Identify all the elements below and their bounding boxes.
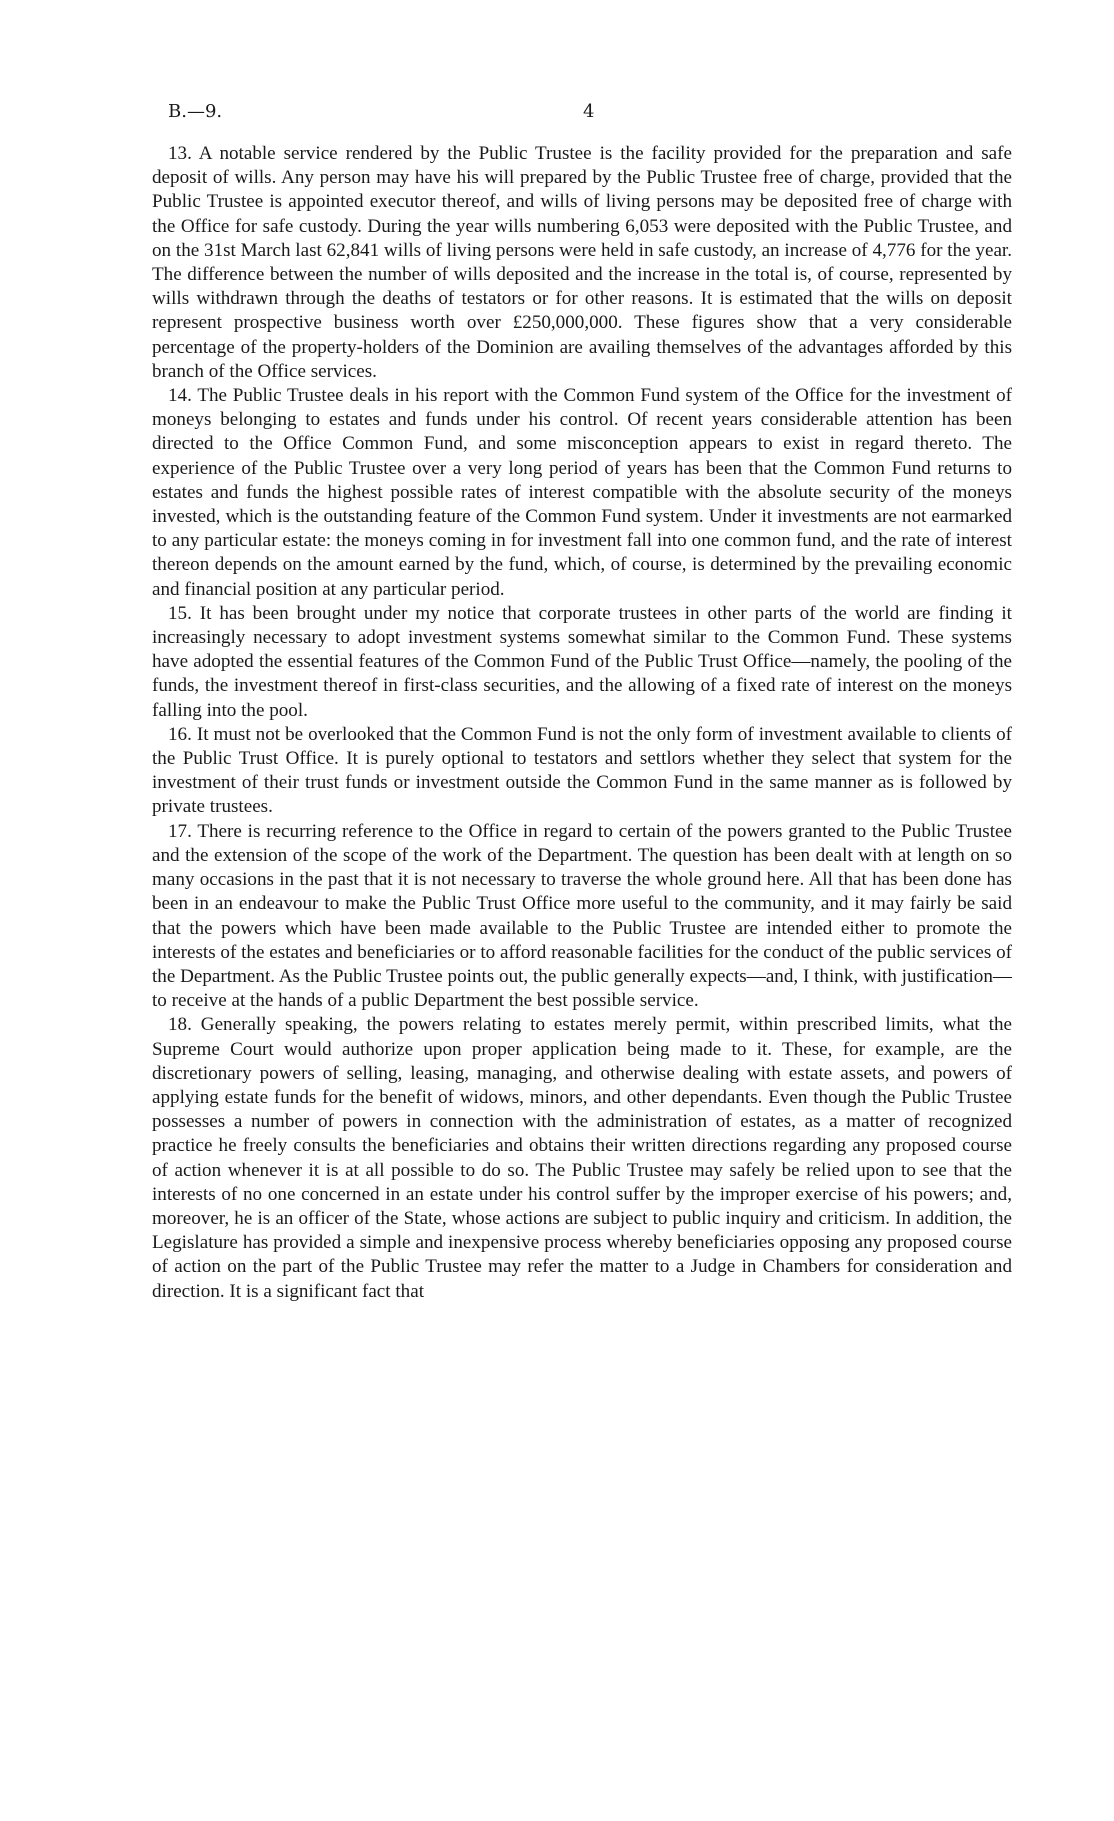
page-number: 4 bbox=[583, 101, 595, 122]
paragraph-16: 16. It must not be overlooked that the Common Fund is not the only form of investment available to clients of the Public Trust Office. It is purely optional to testators and settlors whether they select that system for the investment of their trust funds or investment outside the Common Fund in the same manner as is followed by private trustees. bbox=[152, 723, 1012, 818]
paragraph-14: 14. The Public Trustee deals in his report with the Common Fund system of the Office for the investment of moneys belonging to estates and funds under his control. Of recent years considerable attention has been directed to the Office Common Fund, and some misconception appears to exist in regard thereto. The experience of the Public Trustee over a very long period of years has been that the Common Fund returns to estates and funds the highest possible rates of interest compatible with the absolute security of the moneys invested, which is the outstanding feature of the Common Fund system. Under it investments are not earmarked to any particular estate: the moneys coming in for investment fall into one common fund, and the rate of interest thereon depends on the amount earned by the fund, which, of course, is determined by the prevailing economic and financial position at any particular period. bbox=[152, 385, 1012, 600]
paragraph-18: 18. Generally speaking, the powers relating to estates merely permit, within prescribed limits, what the Supreme Court would authorize upon proper application being made to it. These, for example, are the discretionary powers of selling, leasing, managing, and otherwise dealing with estate assets, and powers of applying estate funds for the benefit of widows, minors, and other dependants. Even though the Public Trustee possesses a number of powers in connection with the administration of estates, as a matter of recognized practice he freely consults the beneficiaries and obtains their written directions regarding any proposed course of action whenever it is at all possible to do so. The Public Trustee may safely be relied upon to see that the interests of no one concerned in an estate under his control suffer by the improper exercise of his powers; and, moreover, he is an officer of the State, whose actions are subject to public inquiry and criticism. In addition, the Legislature has provided a simple and inexpensive process whereby beneficiaries opposing any proposed course of action on the part of the Public Trustee may refer the matter to a Judge in Chambers for consideration and direction. It is a significant fact that bbox=[152, 1014, 1012, 1302]
page-header bbox=[168, 100, 1018, 124]
paragraph-13: 13. A notable service rendered by the Public Trustee is the facility provided for the preparation and safe deposit of wills. Any person may have his will prepared by the Public Trustee free of charge, provided that the Public Trustee is appointed executor thereof, and wills of living persons may be deposited free of charge with the Office for safe custody. During the year wills numbering 6,053 were deposited with the Public Trustee, and on the 31st March last 62,841 wills of living persons were held in safe custody, an increase of 4,776 for the year. The difference between the number of wills deposited and the increase in the total is, of course, represented by wills withdrawn through the deaths of testators or for other reasons. It is estimated that the wills on deposit represent prospective business worth over £250,000,000. These figures show that a very considerable percentage of the property-holders of the Dominion are availing themselves of the advantages afforded by this branch of the Office services. bbox=[152, 143, 1012, 382]
paragraph-15: 15. It has been brought under my notice that corporate trustees in other parts of the world are finding it increasingly necessary to adopt investment systems somewhat similar to the Common Fund. These systems have adopted the essential features of the Common Fund of the Public Trust Office—namely, the pooling of the funds, the investment thereof in first-class securities, and the allowing of a fixed rate of interest on the moneys falling into the pool. bbox=[152, 602, 1012, 721]
document-reference: B.—9. bbox=[168, 101, 223, 122]
paragraph-17: 17. There is recurring reference to the Office in regard to certain of the powers granted to the Public Trustee and the extension of the scope of the work of the Department. The question has been dealt with at length on so many occasions in the past that it is not necessary to traverse the whole ground here. All that has been done has been in an endeavour to make the Public Trust Office more useful to the community, and it may fairly be said that the powers which have been made available to the Public Trustee are intended either to promote the interests of the estates and beneficiaries or to afford reasonable facilities for the conduct of the public services of the Department. As the Public Trustee points out, the public generally expects—and, I think, with justification—to receive at the hands of a public Department the best possible service. bbox=[152, 820, 1012, 1012]
document-body bbox=[152, 142, 1012, 1304]
